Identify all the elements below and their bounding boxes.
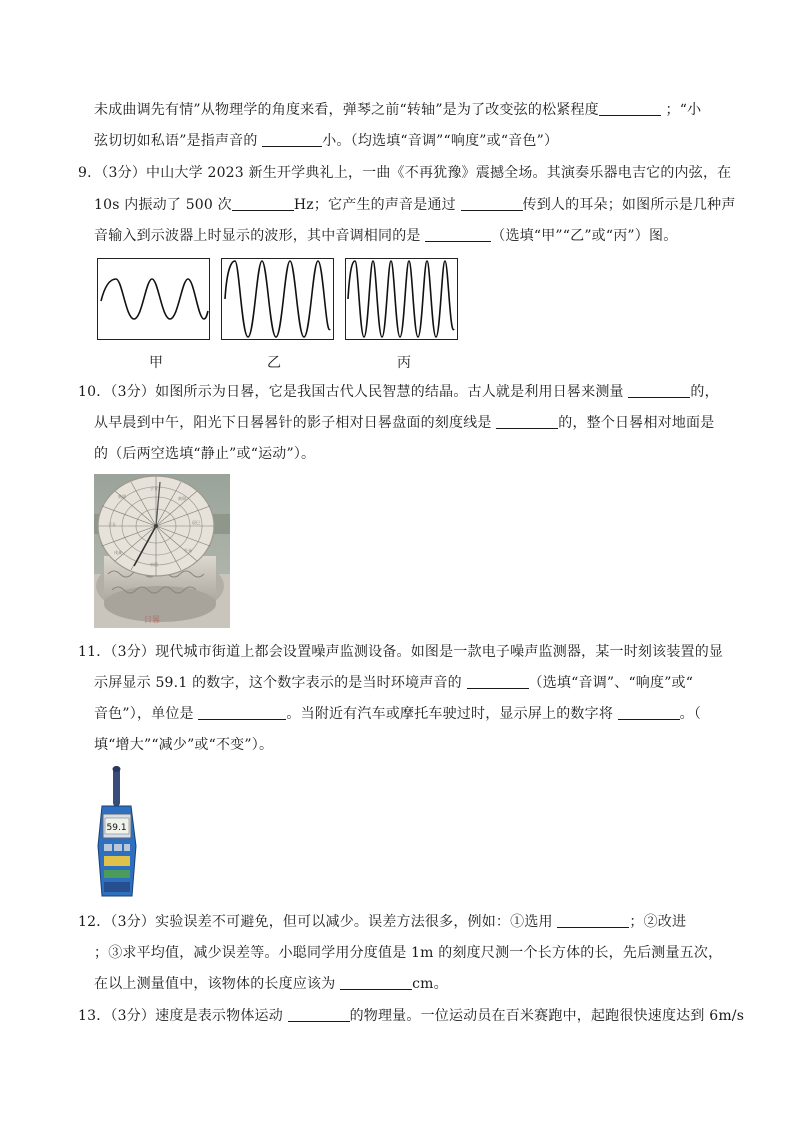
- q11-line2: [94, 673, 693, 693]
- q12-text: 在以上测量值中，该物体的长度应该为: [94, 976, 341, 992]
- q9-text: Hz；它产生的声音是通过: [293, 197, 461, 213]
- q10-blank-1[interactable]: [628, 383, 690, 398]
- noise-meter-image: [96, 766, 138, 898]
- q11-text: 11．（3分）现代城市街道上都会设置噪声监测设备。如图是一款电子噪声监测器，某一时刻该装置的显: [78, 644, 724, 660]
- q10-text: 10．（3分）如图所示为日晷，它是我国古代人民智慧的结晶。古人就是利用日晷来测量: [78, 384, 629, 400]
- q8-text: 小。（均选填“音调”“响度”或“音色”）: [322, 133, 559, 149]
- q8-text-tail: ；“小: [665, 102, 702, 118]
- q11-line3: [94, 704, 701, 724]
- wave-yi-graphic: [222, 259, 333, 339]
- q10-line1: [78, 382, 719, 402]
- meter-reading: 59.1: [106, 823, 127, 833]
- q12-line1: [78, 912, 686, 932]
- svg-text:申酉: 申酉: [150, 562, 158, 567]
- q10-blank-2[interactable]: [496, 414, 558, 429]
- q8-blank-1[interactable]: [599, 101, 661, 116]
- q8-line2: [94, 131, 558, 151]
- q12-text: ；③求平均值，减少误差等。小聪同学用分度值是 1m 的刻度尺测一个长方体的长，先后测量五次，: [94, 945, 723, 961]
- wave-bing-graphic: [346, 259, 457, 339]
- svg-text:寅卯: 寅卯: [178, 496, 186, 501]
- q11-text: 。（: [679, 706, 702, 722]
- q9-text: （选填“甲”“乙”或“丙”）图。: [491, 228, 678, 244]
- q11-blank-2[interactable]: [198, 705, 286, 720]
- svg-text:寅卯: 寅卯: [118, 494, 126, 499]
- q8-text: 未成曲调先有情”从物理学的角度来看，弹琴之前“转轴”是为了改变弦的松紧程度: [94, 102, 599, 118]
- q8-blank-2[interactable]: [262, 132, 322, 147]
- q9-line3: [94, 226, 677, 246]
- svg-text:子丑: 子丑: [108, 522, 116, 527]
- waveform-yi: [221, 258, 334, 340]
- q9-line1: [78, 163, 731, 183]
- q12-blank-2[interactable]: [340, 975, 412, 990]
- svg-text:子丑: 子丑: [150, 486, 158, 491]
- q12-line2: [94, 943, 722, 963]
- q9-text: 9．（3分）中山大学 2023 新生开学典礼上，一曲《不再犹豫》震撼全场。其演奏乐器电吉它的内弦，在: [78, 165, 732, 181]
- q9-text: 传到人的耳朵；如图所示是几种声: [522, 197, 736, 213]
- q9-text: 10s 内振动了 500 次: [94, 197, 232, 213]
- q13-blank-1[interactable]: [288, 1007, 350, 1022]
- q11-text: 。当附近有汽车或摩托车驶过时，显示屏上的数字将: [286, 706, 618, 722]
- q11-text: 示屏显示 59.1 的数字，这个数字表示的是当时环境声音的: [94, 675, 467, 691]
- q9-text: 音输入到示波器上时显示的波形，其中音调相同的是: [94, 228, 426, 244]
- q9-blank-1[interactable]: [232, 196, 294, 211]
- q11-text: （选填“音调”、“响度”或“: [528, 675, 694, 691]
- q11-blank-1[interactable]: [467, 674, 529, 689]
- q9-blank-3[interactable]: [425, 227, 491, 242]
- sundial-stamp: 日晷: [144, 615, 160, 624]
- wave-jia-graphic: [98, 259, 209, 339]
- noise-meter-graphic: [96, 766, 138, 898]
- q13-text: 13．（3分）速度是表示物体运动: [78, 1008, 288, 1024]
- waveform-jia: [97, 258, 210, 340]
- q11-text: 填“增大”“减少”或“不变”）。: [94, 737, 274, 753]
- q12-text: ；②改进: [629, 914, 687, 930]
- svg-text:辰巳: 辰巳: [192, 520, 200, 525]
- wave-label-jia: 甲: [149, 355, 163, 371]
- q10-text: 的，: [690, 384, 719, 400]
- q10-line2: [94, 413, 714, 433]
- wave-label-yi: 乙: [267, 355, 281, 371]
- q8-line1: [94, 100, 701, 120]
- svg-text:戌亥: 戌亥: [114, 550, 122, 555]
- q11-blank-3[interactable]: [618, 705, 680, 720]
- q12-blank-1[interactable]: [557, 913, 629, 928]
- q12-line3: [94, 974, 448, 994]
- svg-text:午未: 午未: [184, 548, 192, 553]
- q10-text: 的，整个日晷相对地面是: [558, 415, 715, 431]
- sundial-graphic: [94, 474, 230, 628]
- q11-text: 音色”），单位是: [94, 706, 199, 722]
- q9-blank-2[interactable]: [461, 196, 523, 211]
- q10-line3: [94, 444, 315, 464]
- waveform-bing: [345, 258, 458, 340]
- q12-text: 12．（3分）实验误差不可避免，但可以减少。误差方法很多，例如：①选用: [78, 914, 558, 930]
- q8-text: 弦切切如私语”是指声音的: [94, 133, 263, 149]
- q10-text: 的（后两空选填“静止”或“运动”）。: [94, 446, 316, 462]
- q13-line1: [78, 1006, 744, 1026]
- wave-label-bing: 丙: [397, 355, 411, 371]
- q11-line4: [94, 735, 273, 755]
- q13-text: 的物理量。一位运动员在百米赛跑中，起跑很快速度达到 6m/s: [349, 1008, 745, 1024]
- q9-line2: [94, 195, 736, 215]
- sundial-image: [94, 474, 230, 628]
- q11-line1: [78, 642, 723, 662]
- q12-text: cm。: [412, 976, 448, 992]
- q10-text: 从早晨到中午，阳光下日晷晷针的影子相对日晷盘面的刻度线是: [94, 415, 497, 431]
